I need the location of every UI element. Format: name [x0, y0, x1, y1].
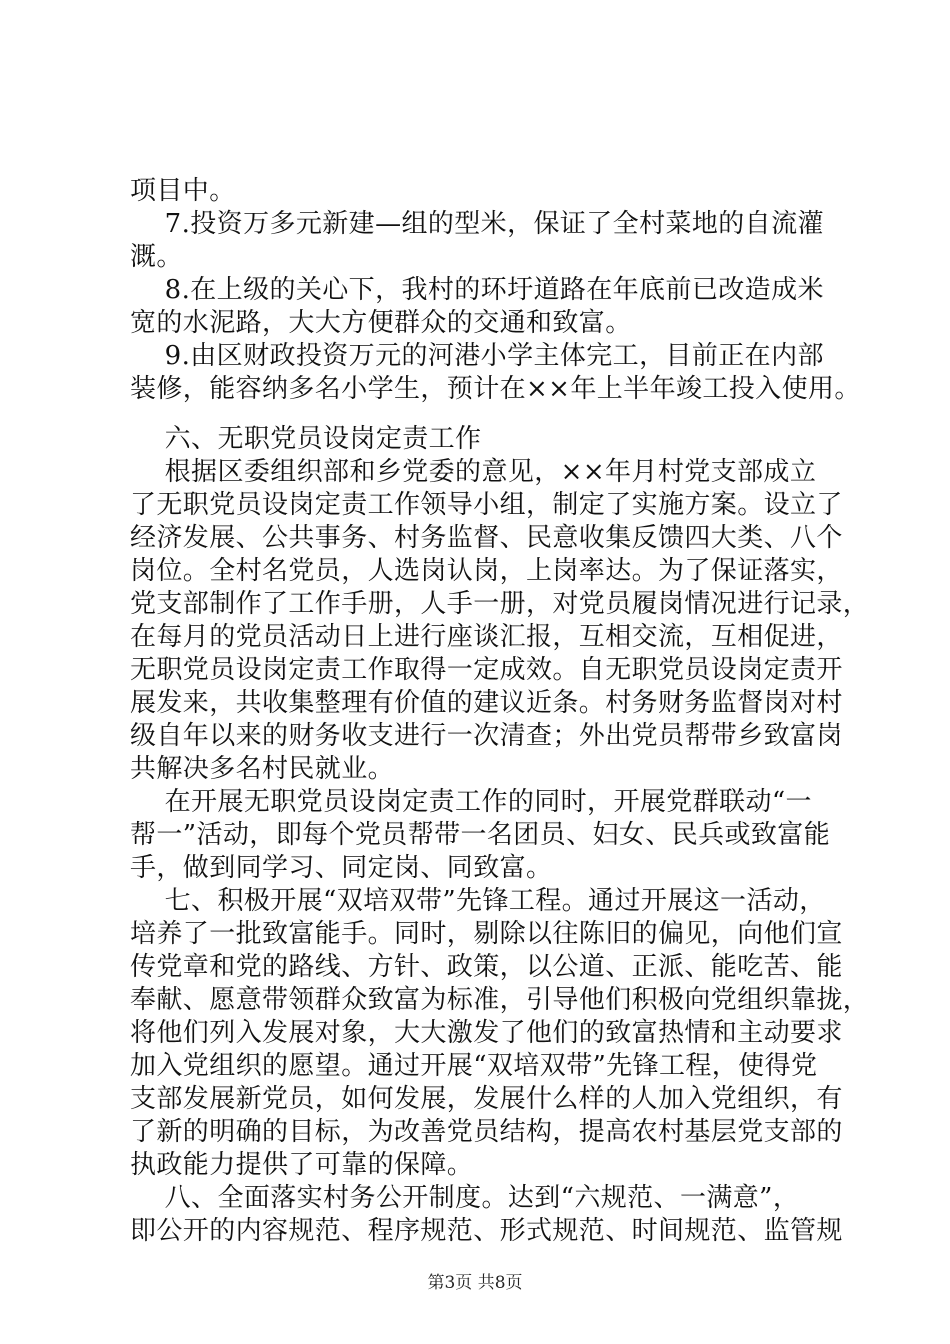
- text-line: 七、积极开展“双培双带”先锋工程。通过开展这一活动，: [130, 886, 826, 916]
- text-line: 八、全面落实村务公开制度。达到“六规范、一满意”，: [130, 1183, 800, 1213]
- text-line: 在每月的党员活动日上进行座谈汇报，互相交流，互相促进，: [130, 622, 843, 652]
- text-line: 装修，能容纳多名小学生，预计在××年上半年竣工投入使用。: [130, 374, 861, 404]
- text-line: 7.投资万多元新建—组的型米，保证了全村菜地的自流灌: [130, 209, 824, 239]
- text-line: 帮一”活动，即每个党员帮带一名团员、妇女、民兵或致富能: [130, 820, 831, 850]
- text-line: 奉献、愿意带领群众致富为标准，引导他们积极向党组织靠拢，: [130, 985, 870, 1015]
- text-line: 溉。: [130, 242, 183, 272]
- text-line: 在开展无职党员设岗定责工作的同时，开展党群联动“一: [130, 787, 812, 817]
- text-line: 岗位。全村名党员，人选岗认岗，上岗率达。为了保证落实，: [130, 556, 843, 586]
- text-line: 8.在上级的关心下，我村的环圩道路在年底前已改造成米: [130, 275, 824, 305]
- text-line: 执政能力提供了可靠的保障。: [130, 1150, 474, 1180]
- text-line: 根据区委组织部和乡党委的意见，××年月村党支部成立: [130, 457, 817, 487]
- text-line: 手，做到同学习、同定岗、同致富。: [130, 853, 553, 883]
- text-line: 宽的水泥路，大大方便群众的交通和致富。: [130, 308, 632, 338]
- text-line: 将他们列入发展对象，大大激发了他们的致富热情和主动要求: [130, 1018, 843, 1048]
- text-line: 即公开的内容规范、程序规范、形式规范、时间规范、监管规: [130, 1216, 843, 1246]
- text-line: 党支部制作了工作手册，人手一册，对党员履岗情况进行记录，: [130, 589, 870, 619]
- text-line: 共解决多名村民就业。: [130, 754, 395, 784]
- text-line: 支部发展新党员，如何发展，发展什么样的人加入党组织，有: [130, 1084, 843, 1114]
- text-line: 9.由区财政投资万元的河港小学主体完工，目前正在内部: [130, 341, 824, 371]
- text-line: 培养了一批致富能手。同时，剔除以往陈旧的偏见，向他们宣: [130, 919, 843, 949]
- text-line: 经济发展、公共事务、村务监督、民意收集反馈四大类、八个: [130, 523, 843, 553]
- page-footer: 第3页 共8页: [427, 1273, 523, 1293]
- text-line: 无职党员设岗定责工作取得一定成效。自无职党员设岗定责开: [130, 655, 843, 685]
- text-line: 展发来，共收集整理有价值的建议近条。村务财务监督岗对村: [130, 688, 843, 718]
- text-line: 加入党组织的愿望。通过开展“双培双带”先锋工程，使得党: [130, 1051, 818, 1081]
- section-heading: 六、无职党员设岗定责工作: [130, 424, 482, 454]
- text-line: 项目中。: [130, 176, 236, 206]
- text-line: 级自年以来的财务收支进行一次清查；外出党员帮带乡致富岗: [130, 721, 843, 751]
- text-line: 了新的明确的目标，为改善党员结构，提高农村基层党支部的: [130, 1117, 843, 1147]
- text-line: 传党章和党的路线、方针、政策，以公道、正派、能吃苦、能: [130, 952, 843, 982]
- text-line: 了无职党员设岗定责工作领导小组，制定了实施方案。设立了: [130, 490, 843, 520]
